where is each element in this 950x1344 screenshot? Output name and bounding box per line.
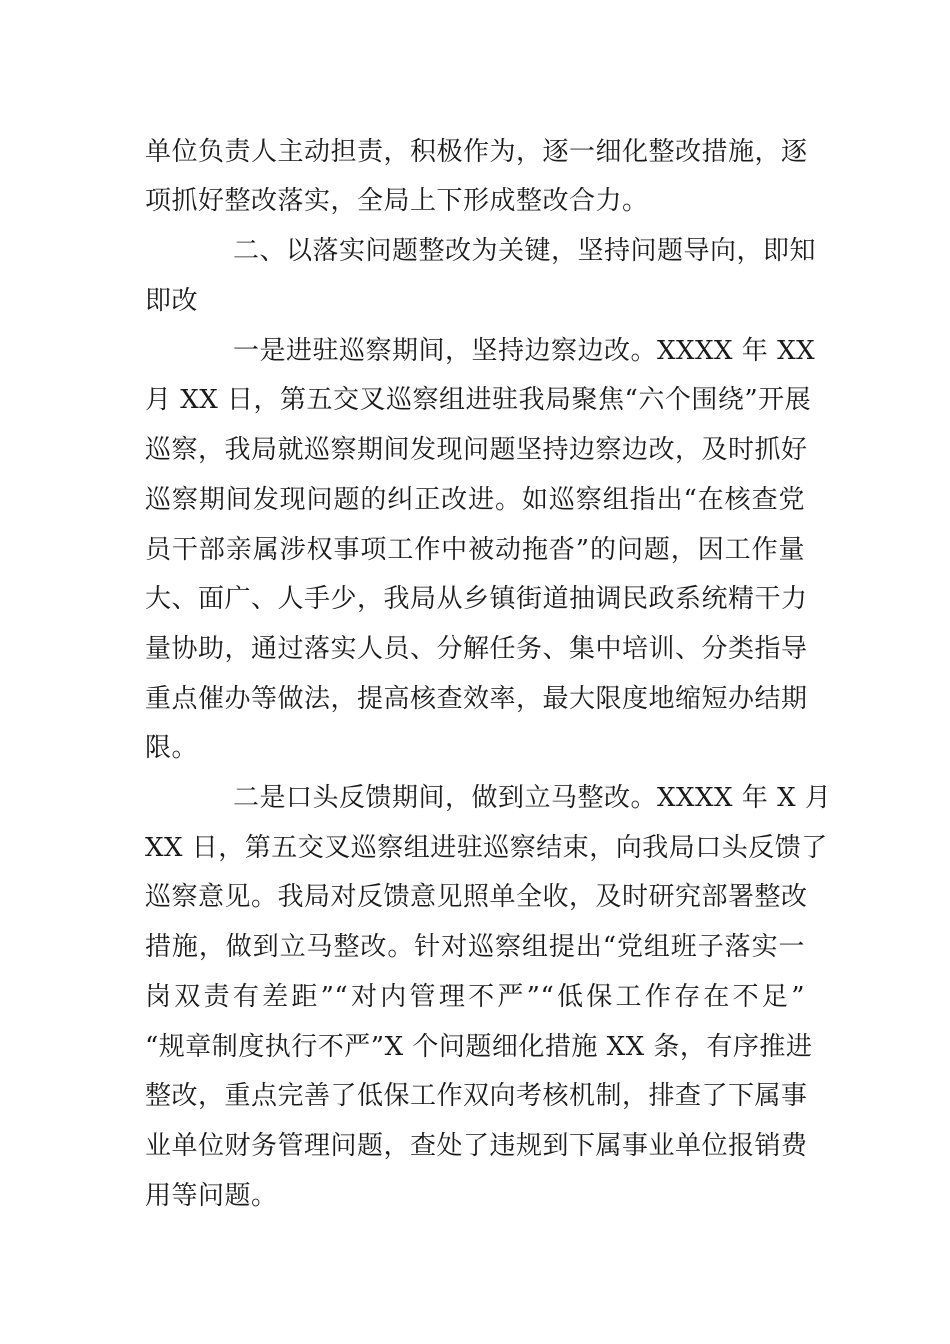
paragraph-line: 措施，做到立马整改。针对巡察组提出“党组班子落实一 [145,932,805,962]
paragraph-line: 业单位财务管理问题，查处了违规到下属事业单位报销费 [145,1131,808,1161]
section-heading: 二、以落实问题整改为关键，坚持问题导向，即知 [233,236,817,266]
paragraph-line: 岗双责有差距”“对内管理不严”“低保工作存在不足” [145,982,805,1012]
paragraph-line: 用等问题。 [145,1181,278,1211]
paragraph-line: 月 XX 日，第五交叉巡察组进驻我局聚焦“六个围绕”开展 [145,385,812,415]
paragraph-line: 重点催办等做法，提高核查效率，最大限度地缩短办结期 [145,684,808,714]
paragraph-line: 二是口头反馈期间，做到立马整改。XXXX 年 X 月 [233,783,832,813]
paragraph-line: 限。 [145,733,199,763]
paragraph-line: 单位负责人主动担责，积极作为，逐一细化整改措施，逐 [145,137,808,167]
paragraph-line: 一是进驻巡察期间，坚持边察边改。XXXX 年 XX [233,336,816,366]
paragraph-line: 巡察期间发现问题的纠正改进。如巡察组指出“在核查党 [145,485,805,515]
paragraph-line: XX 日，第五交叉巡察组进驻巡察结束，向我局口头反馈了 [145,833,828,863]
paragraph-line: 量协助，通过落实人员、分解任务、集中培训、分类指导 [145,634,808,664]
paragraph-line: “规章制度执行不严”X 个问题细化措施 XX 条，有序推进 [145,1032,813,1062]
paragraph-line: 整改，重点完善了低保工作双向考核机制，排查了下属事 [145,1081,808,1111]
paragraph-line: 大、面广、人手少，我局从乡镇街道抽调民政系统精干力 [145,584,808,614]
paragraph-line: 员干部亲属涉权事项工作中被动拖沓”的问题，因工作量 [145,535,805,565]
paragraph-line: 巡察意见。我局对反馈意见照单全收，及时研究部署整改 [145,882,808,912]
paragraph-line: 巡察，我局就巡察期间发现问题坚持边察边改，及时抓好 [145,435,808,465]
paragraph-line: 项抓好整改落实，全局上下形成整改合力。 [145,186,649,216]
section-heading: 即改 [145,286,199,316]
